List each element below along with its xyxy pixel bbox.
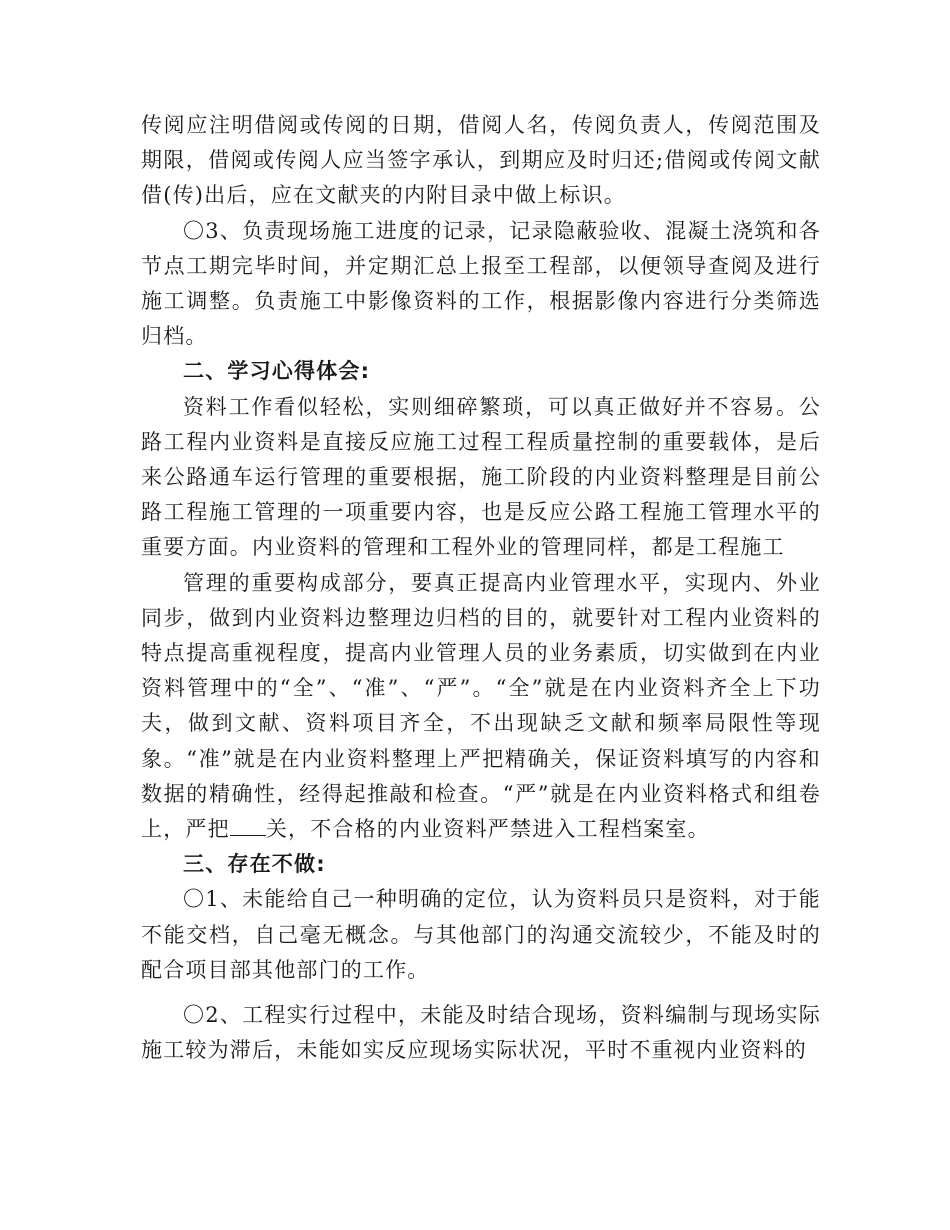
paragraph-quality-text: 管理的重要构成部分，要真正提高内业管理水平，实现内、外业同步，做到内业资料边整理边归档的目的，就要针对工程内业资料的特点提高重视程度，提高内业管理人员的业务素质，切实做到在内业资料管理中的“全”、“准”、“严”。“全”就是在内业资料齐全上下功夫，做到文献、资料项目齐全，不出现缺乏文献和频率局限性等现象。“准”就是在内业资料整理上严把精确关，保证资料填写的内容和数据的精确性，经得起推敲和检查。“严”就是在内业资料格式和组卷上，严把 [141,570,821,842]
paragraph-quality-requirements [141,566,821,848]
paragraph-shortcoming-1: 〇1、未能给自己一种明确的定位，认为资料员只是资料，对于能不能交档，自己毫无概念。与其他部门的沟通交流较少，不能及时的配合项目部其他部门的工作。 [141,887,821,982]
blank-underline [230,817,266,836]
paragraph-lending-rules: 传阅应注明借阅或传阅的日期，借阅人名，传阅负责人，传阅范围及期限，借阅或传阅人应当签字承认，到期应及时归还;借阅或传阅文献借(传)出后，应在文献夹的内附目录中做上标识。 [141,113,821,208]
paragraph-shortcoming-2: 〇2、工程实行过程中，未能及时结合现场，资料编制与现场实际施工较为滞后，未能如实反应现场实际状况，平时不重视内业资料的 [141,1003,821,1063]
paragraph-progress-records: 〇3、负责现场施工进度的记录，记录隐蔽验收、混凝土浇筑和各节点工期完毕时间，并定期汇总上报至工程部，以便领导查阅及进行施工调整。负责施工中影像资料的工作，根据影像内容进行分类筛选归档。 [141,218,821,349]
paragraph-quality-tail: 关，不合格的内业资料严禁进入工程档案室。 [265,817,710,842]
section-heading-shortcomings: 三、存在不做: [183,852,326,877]
section-heading-learning: 二、学习心得体会: [183,359,371,384]
paragraph-learning-intro: 资料工作看似轻松，实则细碎繁琐，可以真正做好并不容易。公路工程内业资料是直接反应施工过程工程质量控制的重要载体，是后来公路通车运行管理的重要根据，施工阶段的内业资料整理是目前公路工程施工管理的一项重要内容，也是反应公路工程施工管理水平的重要方面。内业资料的管理和工程外业的管理同样，都是工程施工 [141,394,821,560]
document-body [141,108,821,1068]
